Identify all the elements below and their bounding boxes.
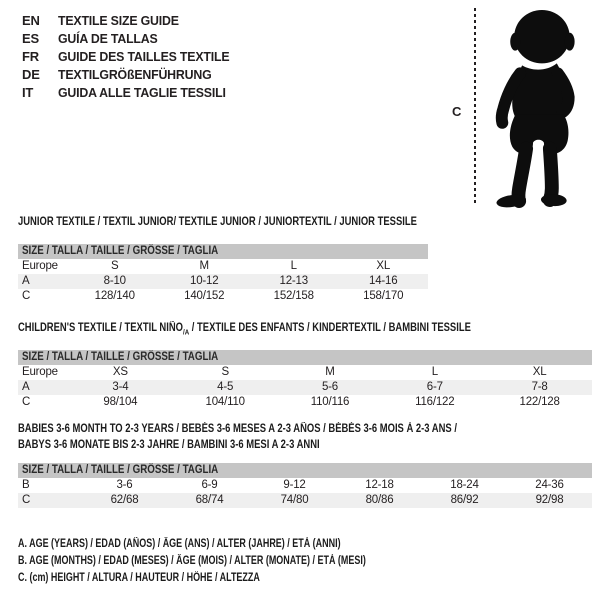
language-title: GUÍA DE TALLAS [58, 31, 158, 46]
value-cell: XS [112, 366, 128, 378]
language-title: TEXTILE SIZE GUIDE [58, 13, 179, 28]
value-cell: XL [376, 260, 391, 272]
value-cell: 18-24 [450, 479, 479, 491]
value-cell: 74/80 [280, 494, 309, 506]
height-measure-label: C [452, 104, 462, 119]
row-label-cell: C [22, 396, 31, 408]
value-cell: 122/128 [519, 396, 560, 408]
legend-age-months: B. AGE (MONTHS) / EDAD (MESES) / ÂGE (MOIS) / ALTER (MONATE) / ETÀ (MESI) [18, 555, 366, 567]
value-cell: L [290, 260, 297, 272]
legend-height-cm: C. (cm) HEIGHT / ALTURA / HAUTEUR / HÖHE / ALTEZZA [18, 572, 260, 584]
children-size-table [18, 350, 592, 410]
value-cell: 104/110 [205, 396, 245, 408]
junior-size-table [18, 244, 428, 304]
row-label-cell: C [22, 494, 31, 506]
value-cell: 140/152 [184, 290, 225, 302]
value-cell: 14-16 [369, 275, 398, 287]
junior-table-title: JUNIOR TEXTILE / TEXTIL JUNIOR/ TEXTILE JUNIOR / JUNIORTEXTIL / JUNIOR TESSILE [18, 216, 417, 228]
value-cell: S [221, 366, 229, 378]
junior-table-body [18, 259, 428, 304]
gender-suffix: /A [183, 327, 190, 337]
row-label-cell: Europe [22, 260, 58, 272]
row-label-cell: Europe [22, 366, 58, 378]
language-title: GUIDE DES TAILLES TEXTILE [58, 49, 230, 64]
language-code: FR [22, 49, 39, 64]
value-cell: S [111, 260, 119, 272]
language-row [22, 48, 238, 66]
value-cell: 158/170 [363, 290, 404, 302]
babies-table-title-line2: BABYS 3-6 MONATE BIS 2-3 JAHRE / BAMBINI 3-6 MESI A 2-3 ANNI [18, 439, 320, 451]
row-label-cell: A [22, 275, 30, 287]
table-row [18, 259, 428, 274]
language-list [22, 12, 238, 102]
language-row [22, 66, 238, 84]
row-label-cell: A [22, 381, 30, 393]
value-cell: 6-9 [201, 479, 218, 491]
babies-table-title-line1: BABIES 3-6 MONTH TO 2-3 YEARS / BEBÉS 3-6 MESES A 2-3 AÑOS / BÉBÉS 3-6 MOIS À 2-3 ANS / [18, 423, 457, 435]
value-cell: L [431, 366, 438, 378]
table-row [18, 493, 592, 508]
row-label-cell: B [22, 479, 30, 491]
table-row [18, 395, 592, 410]
value-cell: M [199, 260, 209, 272]
language-code: IT [22, 85, 34, 100]
value-cell: 86/92 [450, 494, 479, 506]
value-cell: 10-12 [190, 275, 219, 287]
value-cell: 68/74 [195, 494, 224, 506]
babies-table-body [18, 478, 592, 508]
value-cell: 152/158 [273, 290, 314, 302]
value-cell: 3-4 [112, 381, 129, 393]
height-dashed-line [474, 8, 476, 206]
value-cell: 8-10 [103, 275, 126, 287]
table-row [18, 478, 592, 493]
size-header-bar: SIZE / TALLA / TAILLE / GRÖSSE / TAGLIA [18, 463, 592, 478]
legend-age-years: A. AGE (YEARS) / EDAD (AÑOS) / ÂGE (ANS) / ALTER (JAHRE) / ETÀ (ANNI) [18, 538, 341, 550]
language-row [22, 84, 238, 102]
value-cell: 80/86 [365, 494, 394, 506]
language-row [22, 30, 238, 48]
table-row [18, 289, 428, 304]
value-cell: 12-18 [365, 479, 394, 491]
value-cell: 92/98 [535, 494, 564, 506]
value-cell: 3-6 [116, 479, 133, 491]
table-row [18, 380, 592, 395]
size-header-bar: SIZE / TALLA / TAILLE / GRÖSSE / TAGLIA [18, 350, 592, 365]
value-cell: 5-6 [321, 381, 338, 393]
children-table-title: CHILDREN'S TEXTILE / TEXTIL $NIÑO_{/A}$ / TEXTILE DES ENFANTS / KINDERTEXTIL / BAMBINI TESSILE [18, 322, 471, 337]
value-cell: XL [532, 366, 547, 378]
value-cell: 116/122 [415, 396, 455, 408]
children-table-body [18, 365, 592, 410]
measurement-legend [18, 536, 464, 587]
babies-size-table [18, 463, 592, 508]
value-cell: 6-7 [426, 381, 443, 393]
language-code: DE [22, 67, 40, 82]
value-cell: 4-5 [217, 381, 234, 393]
language-title: TEXTILGRÖßENFÜHRUNG [58, 67, 212, 82]
value-cell: M [325, 366, 335, 378]
size-header-bar: SIZE / TALLA / TAILLE / GRÖSSE / TAGLIA [18, 244, 428, 259]
table-row [18, 274, 428, 289]
value-cell: 24-36 [535, 479, 564, 491]
value-cell: 7-8 [531, 381, 548, 393]
value-cell: 110/116 [310, 396, 350, 408]
value-cell: 62/68 [110, 494, 139, 506]
language-code: EN [22, 13, 40, 28]
row-label-cell: C [22, 290, 31, 302]
value-cell: 9-12 [283, 479, 306, 491]
language-row [22, 12, 238, 30]
value-cell: 128/140 [94, 290, 135, 302]
toddler-silhouette-icon [484, 6, 586, 210]
value-cell: 12-13 [279, 275, 308, 287]
value-cell: 98/104 [103, 396, 138, 408]
table-row [18, 365, 592, 380]
language-title: GUIDA ALLE TAGLIE TESSILI [58, 85, 226, 100]
language-code: ES [22, 31, 39, 46]
